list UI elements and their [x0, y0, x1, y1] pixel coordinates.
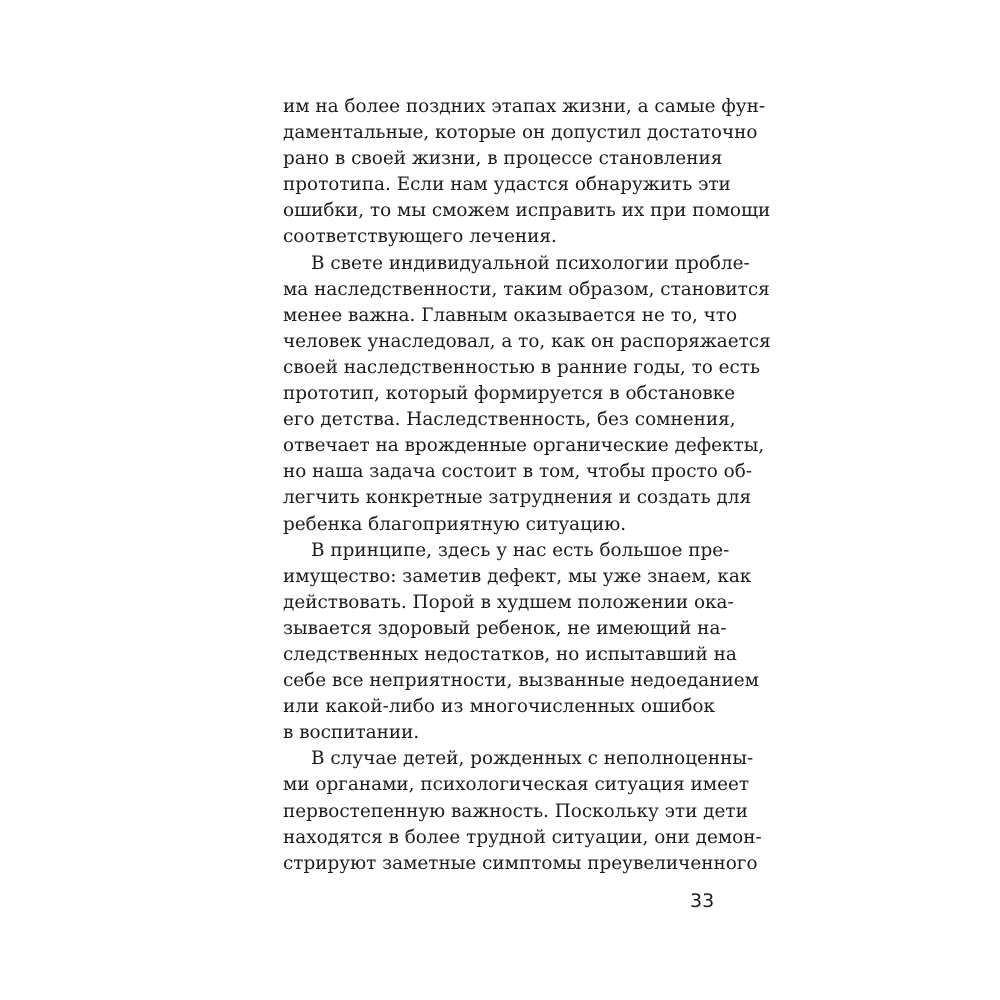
text-line: соответствующего лечения.: [283, 226, 557, 248]
text-line: зывается здоровый ребенок, не имеющий на-: [283, 617, 727, 639]
text-line: отвечает на врожденные органические дефекты,: [283, 435, 765, 457]
text-line: или какой-либо из многочисленных ошибок: [283, 696, 715, 718]
text-line: в воспитании.: [283, 722, 420, 744]
text-line: легчить конкретные затруднения и создать для: [283, 487, 752, 509]
text-line: его детства. Наследственность, без сомнения,: [283, 409, 736, 431]
text-line: своей наследственностью в ранние годы, то есть: [283, 356, 761, 378]
text-line: им на более поздних этапах жизни, а самые фун-: [283, 96, 766, 117]
paragraph: [283, 746, 762, 876]
text-line: рано в своей жизни, в процессе становления: [283, 148, 723, 170]
text-line: имущество: заметив дефект, мы уже знаем, как: [283, 565, 752, 587]
text-line: ребенка благоприятную ситуацию.: [283, 513, 627, 535]
paragraph: [283, 94, 771, 251]
text-line: прототип, который формируется в обстановке: [283, 383, 736, 405]
text-line: находятся в более трудной ситуации, они демон-: [283, 826, 762, 848]
text-line: даментальные, которые он допустил достаточно: [283, 122, 758, 144]
body-text: [283, 94, 771, 877]
text-line: действовать. Порой в худшем положении ока-: [283, 591, 734, 613]
text-line: человек унаследовал, а то, как он распоряжается: [283, 330, 771, 352]
text-line: ошибки, то мы сможем исправить их при помощи: [283, 200, 771, 222]
text-line: следственных недостатков, но испытавший на: [283, 643, 737, 665]
text-line: ми органами, психологическая ситуация имеет: [283, 774, 750, 796]
text-line: В случае детей, рожденных с неполноценны-: [311, 748, 754, 770]
text-line: но наша задача состоит в том, чтобы просто об-: [283, 461, 753, 483]
text-line: менее важна. Главным оказывается не то, что: [283, 304, 738, 326]
page-number: 33: [690, 890, 715, 912]
text-line: прототипа. Если нам удастся обнаружить эти: [283, 174, 731, 196]
text-line: В свете индивидуальной психологии пробле-: [311, 252, 750, 274]
text-line: первостепенную важность. Поскольку эти дети: [283, 800, 748, 822]
text-line: ма наследственности, таким образом, становится: [283, 278, 770, 300]
paragraph: [283, 538, 759, 747]
text-line: стрируют заметные симптомы преувеличенного: [283, 852, 758, 874]
text-line: себе все неприятности, вызванные недоеданием: [283, 670, 759, 692]
text-line: В принципе, здесь у нас есть большое пре-: [311, 539, 730, 561]
paragraph: [283, 251, 771, 538]
